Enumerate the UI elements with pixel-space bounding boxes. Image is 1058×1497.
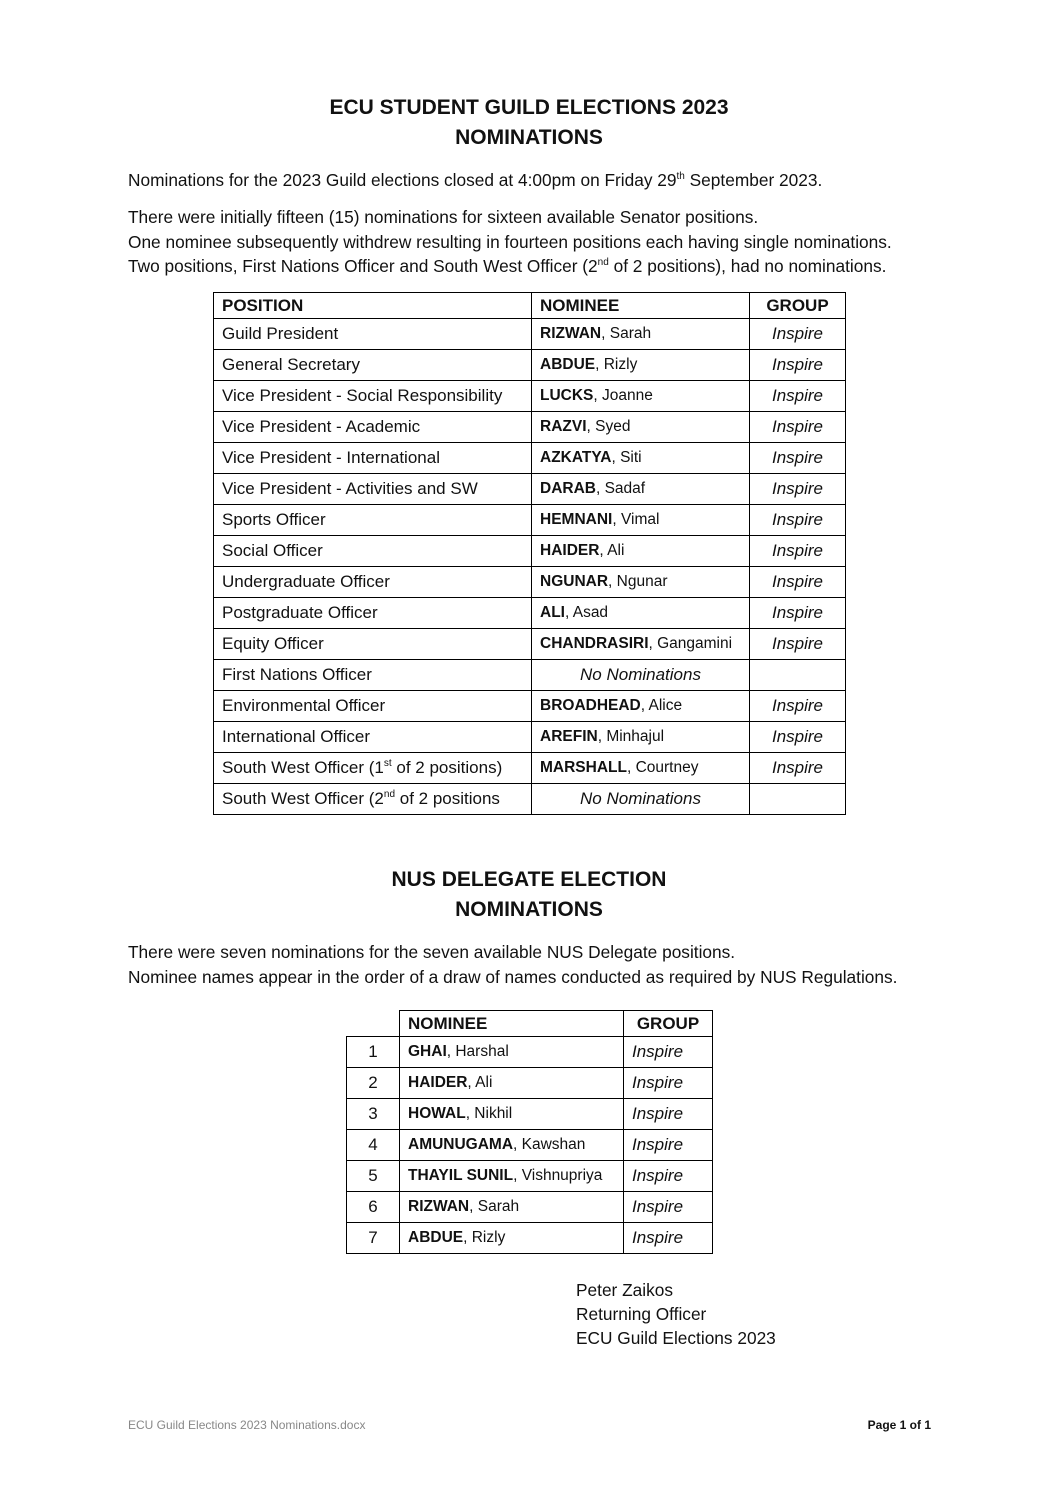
table-row [347, 1161, 713, 1192]
nus-intro-paragraph [128, 940, 897, 989]
nominee-surname: ABDUE [408, 1229, 464, 1246]
header-nominee: NOMINEE [400, 1011, 624, 1037]
nominee-given-name: , Rizly [595, 356, 638, 373]
nominee-surname: HAIDER [540, 542, 600, 559]
row-number: 3 [347, 1099, 400, 1130]
intro-line: One nominee subsequently withdrew resulting in fourteen positions each having single nominations. [128, 231, 892, 252]
header-blank [347, 1011, 400, 1037]
group-cell: Inspire [750, 691, 846, 722]
nominee-cell [532, 381, 750, 412]
nominee-surname: MARSHALL [540, 759, 627, 776]
closing-paragraph: Nominations for the 2023 Guild elections closed at 4:00pm on Friday 29th September 2023. [128, 170, 823, 190]
nominee-surname: RIZWAN [540, 325, 602, 342]
nominee-surname: THAYIL SUNIL [408, 1167, 514, 1184]
table-row [214, 443, 846, 474]
nus-title: NUS DELEGATE ELECTION [391, 868, 667, 891]
nominee-surname: RIZWAN [408, 1198, 470, 1215]
position-cell: Vice President - Activities and SW [214, 474, 532, 505]
nominee-cell [400, 1099, 624, 1130]
group-cell: Inspire [750, 350, 846, 381]
nominee-given-name: , Ngunar [608, 573, 668, 590]
nominee-cell [532, 567, 750, 598]
table-row [214, 381, 846, 412]
nominee-cell [532, 753, 750, 784]
nominee-cell [400, 1223, 624, 1254]
table-row [214, 629, 846, 660]
table-row [214, 474, 846, 505]
table-row [214, 722, 846, 753]
nominee-cell [532, 691, 750, 722]
table-row [214, 505, 846, 536]
group-cell: Inspire [750, 381, 846, 412]
position-cell: First Nations Officer [214, 660, 532, 691]
position-cell: Vice President - International [214, 443, 532, 474]
nominee-cell [400, 1068, 624, 1099]
nominee-given-name: , Harshal [446, 1043, 509, 1060]
guild-title: ECU STUDENT GUILD ELECTIONS 2023 [329, 96, 729, 119]
position-cell: Guild President [214, 319, 532, 350]
header-group: GROUP [750, 293, 846, 319]
group-cell: Inspire [750, 598, 846, 629]
nominee-cell [400, 1130, 624, 1161]
table-row [214, 567, 846, 598]
position-cell: Social Officer [214, 536, 532, 567]
position-text: South West Officer (1 [222, 758, 384, 777]
nominee-cell [532, 629, 750, 660]
position-text: of 2 positions) [391, 758, 503, 777]
nominee-given-name: , Sarah [601, 325, 652, 342]
nus-heading [0, 865, 1058, 925]
nominee-surname: LUCKS [540, 387, 594, 404]
table-row [214, 412, 846, 443]
group-cell: Inspire [624, 1130, 713, 1161]
nominee-cell [532, 350, 750, 381]
group-cell: Inspire [750, 536, 846, 567]
table-row [347, 1223, 713, 1254]
table-row [214, 598, 846, 629]
header-group: GROUP [624, 1011, 713, 1037]
nominee-given-name: , Sadaf [595, 480, 646, 497]
no-nominations-cell: No Nominations [532, 660, 750, 691]
group-cell: Inspire [750, 629, 846, 660]
nominee-cell [532, 474, 750, 505]
intro-line: Two positions, First Nations Officer and South West Officer (2nd of 2 positions), had no nominations. [128, 256, 887, 276]
nominee-cell [532, 598, 750, 629]
nominee-cell [400, 1037, 624, 1068]
nominee-given-name: , Nikhil [465, 1105, 513, 1122]
nominee-given-name: , Joanne [593, 387, 653, 404]
position-ordinal: nd [383, 789, 396, 800]
position-cell [214, 784, 532, 815]
group-cell [750, 660, 846, 691]
group-cell: Inspire [750, 567, 846, 598]
position-cell: Equity Officer [214, 629, 532, 660]
position-cell [214, 753, 532, 784]
table-row [214, 784, 846, 815]
group-cell: Inspire [624, 1068, 713, 1099]
nominee-surname: HAIDER [408, 1074, 468, 1091]
signatory-role: Returning Officer [576, 1304, 707, 1324]
nominee-surname: DARAB [540, 480, 596, 497]
position-cell: General Secretary [214, 350, 532, 381]
nominee-given-name: , Courtney [626, 759, 699, 776]
position-cell: Vice President - Social Responsibility [214, 381, 532, 412]
nominee-given-name: , Ali [467, 1074, 493, 1091]
nominee-given-name: , Gangamini [648, 635, 733, 652]
group-cell: Inspire [624, 1192, 713, 1223]
position-cell: Vice President - Academic [214, 412, 532, 443]
guild-heading [0, 93, 1058, 153]
nus-nominations-table [346, 1010, 713, 1254]
table-header-row [347, 1011, 713, 1037]
nominee-given-name: , Kawshan [513, 1136, 586, 1153]
intro-line: There were initially fifteen (15) nominations for sixteen available Senator positions. [128, 207, 759, 227]
nominee-surname: CHANDRASIRI [540, 635, 649, 652]
row-number: 7 [347, 1223, 400, 1254]
nominee-cell [532, 722, 750, 753]
group-cell [750, 784, 846, 815]
position-cell: Undergraduate Officer [214, 567, 532, 598]
group-cell: Inspire [750, 722, 846, 753]
nominee-surname: RAZVI [540, 418, 587, 435]
signatory-name: Peter Zaikos [576, 1280, 674, 1300]
row-number: 6 [347, 1192, 400, 1223]
nominee-surname: AMUNUGAMA [408, 1136, 514, 1153]
table-row [347, 1037, 713, 1068]
nominee-cell [400, 1161, 624, 1192]
table-row [214, 753, 846, 784]
table-row [347, 1099, 713, 1130]
group-cell: Inspire [624, 1099, 713, 1130]
nus-subtitle: NOMINATIONS [455, 898, 603, 921]
nominee-given-name: , Siti [611, 449, 642, 466]
table-row [214, 319, 846, 350]
nominee-given-name: , Syed [586, 418, 631, 435]
table-row [214, 660, 846, 691]
group-cell: Inspire [624, 1161, 713, 1192]
group-cell: Inspire [624, 1037, 713, 1068]
signature-block [576, 1278, 776, 1350]
nominee-cell [532, 319, 750, 350]
footer-page-number: Page 1 of 1 [867, 1418, 931, 1432]
group-cell: Inspire [750, 474, 846, 505]
nominee-surname: HOWAL [408, 1105, 466, 1122]
group-cell: Inspire [750, 753, 846, 784]
intro-paragraph [128, 205, 892, 279]
nominee-given-name: , Asad [564, 604, 609, 621]
nominee-surname: ABDUE [540, 356, 596, 373]
table-row [214, 350, 846, 381]
header-nominee: NOMINEE [532, 293, 750, 319]
nominee-cell [532, 505, 750, 536]
footer-filename: ECU Guild Elections 2023 Nominations.docx [128, 1418, 366, 1432]
table-row [347, 1130, 713, 1161]
no-nominations-cell: No Nominations [532, 784, 750, 815]
nominee-surname: NGUNAR [540, 573, 609, 590]
group-cell: Inspire [750, 505, 846, 536]
position-cell: International Officer [214, 722, 532, 753]
row-number: 5 [347, 1161, 400, 1192]
position-cell: Environmental Officer [214, 691, 532, 722]
position-cell: Postgraduate Officer [214, 598, 532, 629]
row-number: 1 [347, 1037, 400, 1068]
group-cell: Inspire [624, 1223, 713, 1254]
position-text: of 2 positions [395, 789, 500, 808]
position-text: South West Officer (2 [222, 789, 384, 808]
nominee-given-name: , Vishnupriya [513, 1167, 603, 1184]
nominee-surname: BROADHEAD [540, 697, 641, 714]
intro-line: There were seven nominations for the seven available NUS Delegate positions. [128, 942, 736, 962]
row-number: 4 [347, 1130, 400, 1161]
table-row [214, 536, 846, 567]
position-ordinal: st [383, 758, 392, 769]
nominee-given-name: , Alice [640, 697, 683, 714]
row-number: 2 [347, 1068, 400, 1099]
nominee-cell [532, 536, 750, 567]
nominee-given-name: , Sarah [469, 1198, 520, 1215]
guild-nominations-table [213, 292, 846, 815]
group-cell: Inspire [750, 412, 846, 443]
nominee-surname: AZKATYA [540, 449, 612, 466]
nominee-surname: ALI [540, 604, 565, 621]
nominee-given-name: , Ali [599, 542, 625, 559]
intro-line: Nominee names appear in the order of a draw of names conducted as required by NUS Regulations. [128, 966, 898, 987]
position-cell: Sports Officer [214, 505, 532, 536]
nominee-cell [400, 1192, 624, 1223]
nominee-surname: AREFIN [540, 728, 598, 745]
nominee-cell [532, 412, 750, 443]
group-cell: Inspire [750, 443, 846, 474]
table-row [347, 1068, 713, 1099]
table-header-row [214, 293, 846, 319]
table-row [347, 1192, 713, 1223]
nominee-given-name: , Vimal [612, 511, 660, 528]
nominee-surname: HEMNANI [540, 511, 613, 528]
group-cell: Inspire [750, 319, 846, 350]
header-position: POSITION [214, 293, 532, 319]
guild-subtitle: NOMINATIONS [455, 126, 603, 149]
signatory-org: ECU Guild Elections 2023 [576, 1328, 776, 1348]
nominee-cell [532, 443, 750, 474]
nominee-given-name: , Rizly [463, 1229, 506, 1246]
nominee-surname: GHAI [408, 1043, 447, 1060]
nominee-given-name: , Minhajul [597, 728, 665, 745]
table-row [214, 691, 846, 722]
